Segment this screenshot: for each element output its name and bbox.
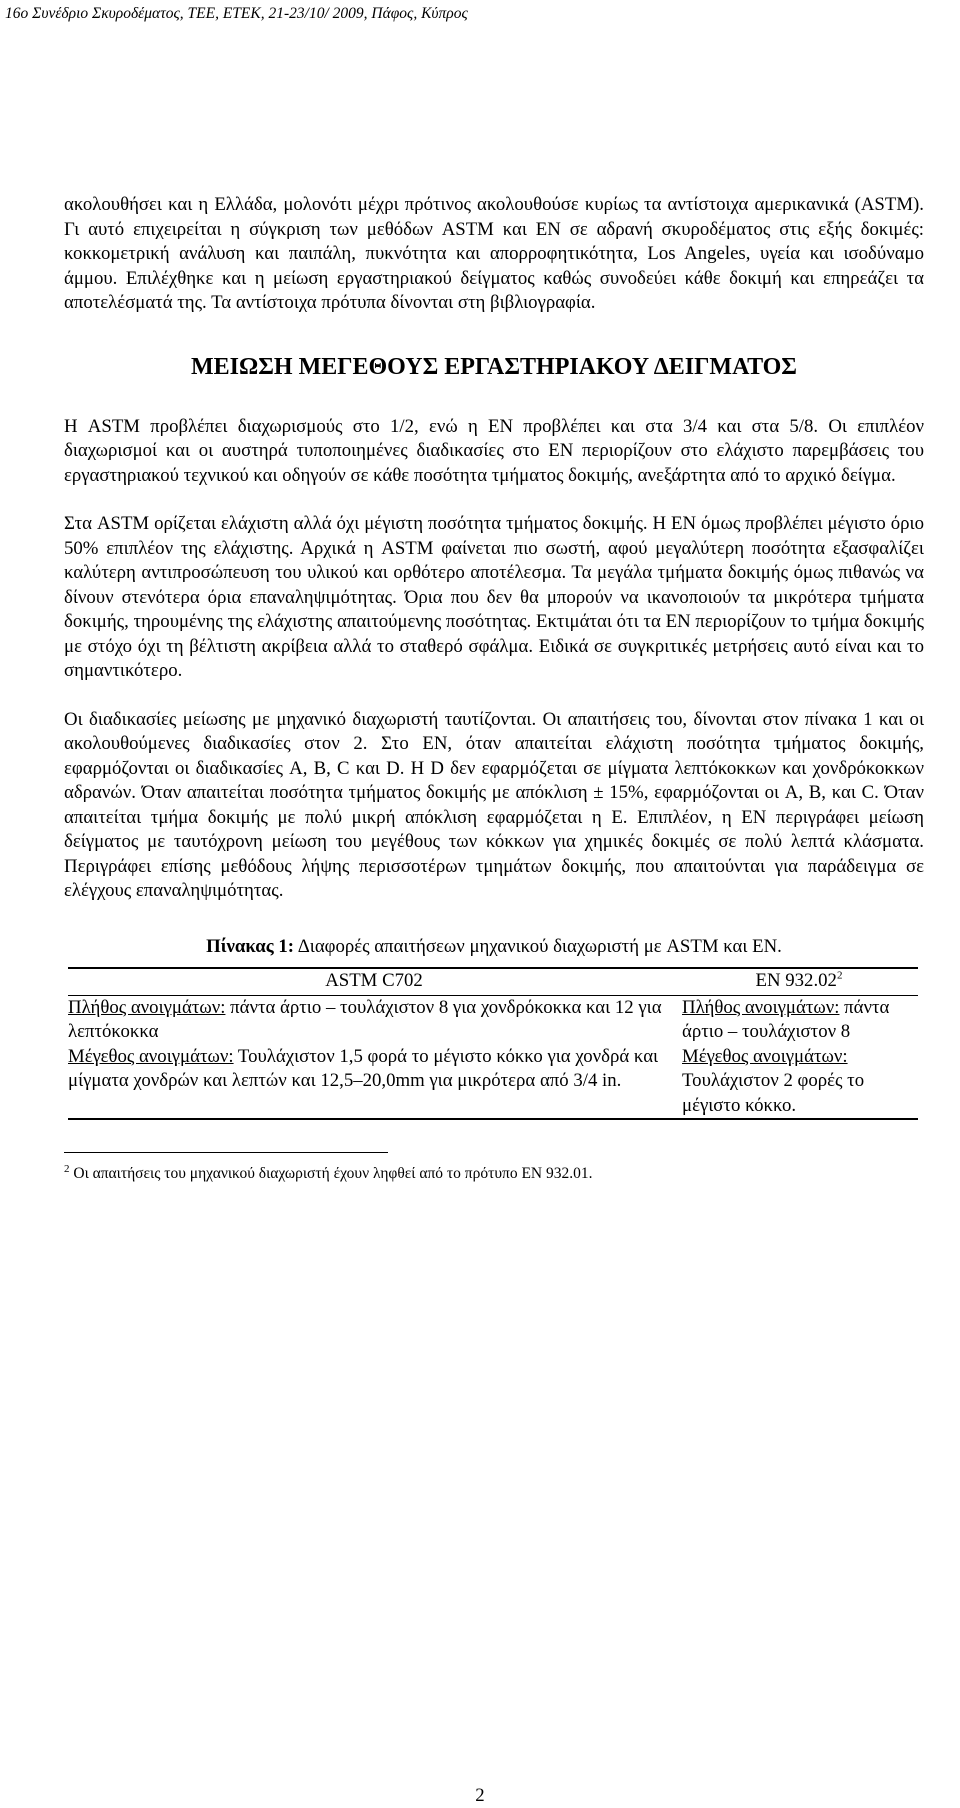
astm-openings-text: πάντα άρτιο – τουλάχιστον 8 για χονδρόκοκκα και 12 για λεπτόκοκκα	[68, 996, 662, 1042]
table-caption	[64, 935, 924, 960]
section-heading: ΜΕΙΩΣΗ ΜΕΓΕΘΟΥΣ ΕΡΓΑΣΤΗΡΙΑΚΟΥ ΔΕΙΓΜΑΤΟΣ	[191, 353, 797, 380]
en-openings-size	[682, 1045, 918, 1119]
en-openings-label: Πλήθος ανοιγμάτων:	[682, 996, 840, 1018]
en-size-text: Τουλάχιστον 2 φορές το μέγιστο κόκκο.	[682, 1070, 865, 1116]
body-paragraph-2: Στα ASTM ορίζεται ελάχιστη αλλά όχι μέγιστη ποσότητα τμήματος δοκιμής. Η EN όμως προβλέπει μέγιστο όριο 50% επιπλέον της ελάχιστης. Αρχικά η ASTM φαίνεται πιο σωστή, αφού μεγαλύτερη ποσότητα εξασφαλίζει καλύτερη αντιπροσώπευση του υλικού και ορθότερο αποτέλεσμα. Τα μεγάλα τμήματα δοκιμής όμως πιθανώς να δίνουν στενότερα όρια επαναληψιμότητας. Όρια που δεν θα μπορούν να ικανοποιούν τα μικρότερα τμήματα δοκιμής, τηρουμένης της ελάχιστης απαιτούμενης ποσότητας. Εκτιμάται ότι τα EN περιορίζουν το τμήμα δοκιμής με στόχο όχι τη βέλτιστη ακρίβεια αλλά το σταθερό σφάλμα. Ειδικά σε συγκριτικές μετρήσεις αυτό είναι και το σημαντικότερο.	[64, 513, 924, 681]
table-row	[68, 995, 918, 1119]
table-header-en	[680, 968, 918, 995]
astm-size-label: Μέγεθος ανοιγμάτων:	[68, 1045, 234, 1067]
intro-paragraph: ακολουθήσει και η Ελλάδα, μολονότι μέχρι πρότινος ακολουθούσε κυρίως τα αντίστοιχα αμερικανικά (ASTM). Γι αυτό επιχειρείται η σύγκριση των μεθόδων ASTM και EN σε αδρανή σκυροδέματος στις εξής δοκιμές: κοκκομετρική ανάλυση και παιπάλη, πυκνότητα και απορροφητικότητα, Los Angeles, υγεία και ισοδύναμο άμμου. Επιλέχθηκε και η μείωση εργαστηριακού δείγματος καθώς συνοδεύει κάθε δοκιμή και επηρεάζει τα αποτελέσματά της. Τα αντίστοιχα πρότυπα δίνονται στη βιβλιογραφία.	[64, 194, 924, 313]
en-openings-count	[682, 996, 918, 1045]
en-requirements-cell	[680, 995, 918, 1119]
astm-openings-label: Πλήθος ανοιγμάτων:	[68, 996, 226, 1018]
footnote-divider	[64, 1152, 388, 1153]
body-paragraph-1: Η ASTM προβλέπει διαχωρισμούς στο 1/2, ενώ η EN προβλέπει και στα 3/4 και στα 5/8. Οι επιπλέον διαχωρισμοί και οι αυστηρά τυποποιημένες διαδικασίες στο EN περιορίζουν στο ελάχιστο παρεμβάσεις του εργαστηριακού τεχνικού και οδηγούν σε κάθε ποσότητα τμήματος δοκιμής, ανεξάρτητα από το αρχικό δείγμα.	[64, 415, 924, 486]
footnote-text: Οι απαιτήσεις του μηχανικού διαχωριστή έχουν ληφθεί από το πρότυπο EN 932.01.	[69, 1165, 593, 1182]
table-header-astm: ASTM C702	[68, 968, 680, 995]
table-caption-text: Διαφορές απαιτήσεων μηχανικού διαχωριστή με ASTM και EN.	[294, 935, 782, 957]
en-openings-text: πάντα άρτιο – τουλάχιστον 8	[682, 996, 890, 1042]
table-header-row	[68, 968, 918, 995]
page-body	[64, 193, 924, 1183]
astm-size-text: Τουλάχιστον 1,5 φορά το μέγιστο κόκκο για χονδρά και μίγματα χονδρών και λεπτών και 12,5–20,0mm για μικρότερα από 3/4 in.	[68, 1045, 659, 1091]
page-number: 2	[475, 1785, 485, 1806]
table-header-en-label: EN 932.02	[755, 970, 837, 991]
astm-requirements-cell	[68, 995, 680, 1119]
astm-openings-size	[68, 1045, 668, 1094]
footnote	[64, 1162, 924, 1183]
footnote-ref: 2	[836, 969, 843, 982]
astm-openings-count	[68, 996, 668, 1045]
comparison-table	[68, 967, 918, 1120]
running-head: 16o Συνέδριο Σκυροδέματος, ΤΕΕ, ΕΤΕΚ, 21-23/10/ 2009, Πάφος, Κύπρος	[5, 5, 468, 22]
table-caption-label: Πίνακας 1:	[206, 935, 295, 957]
en-size-label: Μέγεθος ανοιγμάτων:	[682, 1045, 848, 1067]
body-paragraph-3: Οι διαδικασίες μείωσης με μηχανικό διαχωριστή ταυτίζονται. Οι απαιτήσεις του, δίνονται στον πίνακα 1 και οι ακολουθούμενες διαδικασίες στον 2. Στο EN, όταν απαιτείται ελάχιστη ποσότητα τμήματος δοκιμής, εφαρμόζονται οι διαδικασίες A, B, C και D. Η D δεν εφαρμόζεται σε μίγματα λεπτόκοκκων και χονδρόκοκκων αδρανών. Όταν απαιτείται ποσότητα τμήματος δοκιμής με απόκλιση ± 15%, εφαρμόζονται οι A, B, και C. Όταν απαιτείται τμήμα δοκιμής με πολύ μικρή απόκλιση εφαρμόζεται η E. Επιπλέον, η EN περιγράφει μείωση δείγματος με ταυτόχρονη μείωση του μεγέθους των κόκκων για χημικές δοκιμές σε πολύ λεπτά κλάσματα. Περιγράφει επίσης μεθόδους λήψης περισσοτέρων τμημάτων δοκιμής, που απαιτούνται για παράδειγμα σε ελέγχους επαναληψιμότητας.	[64, 708, 924, 901]
footnote-marker: 2	[64, 1162, 70, 1175]
